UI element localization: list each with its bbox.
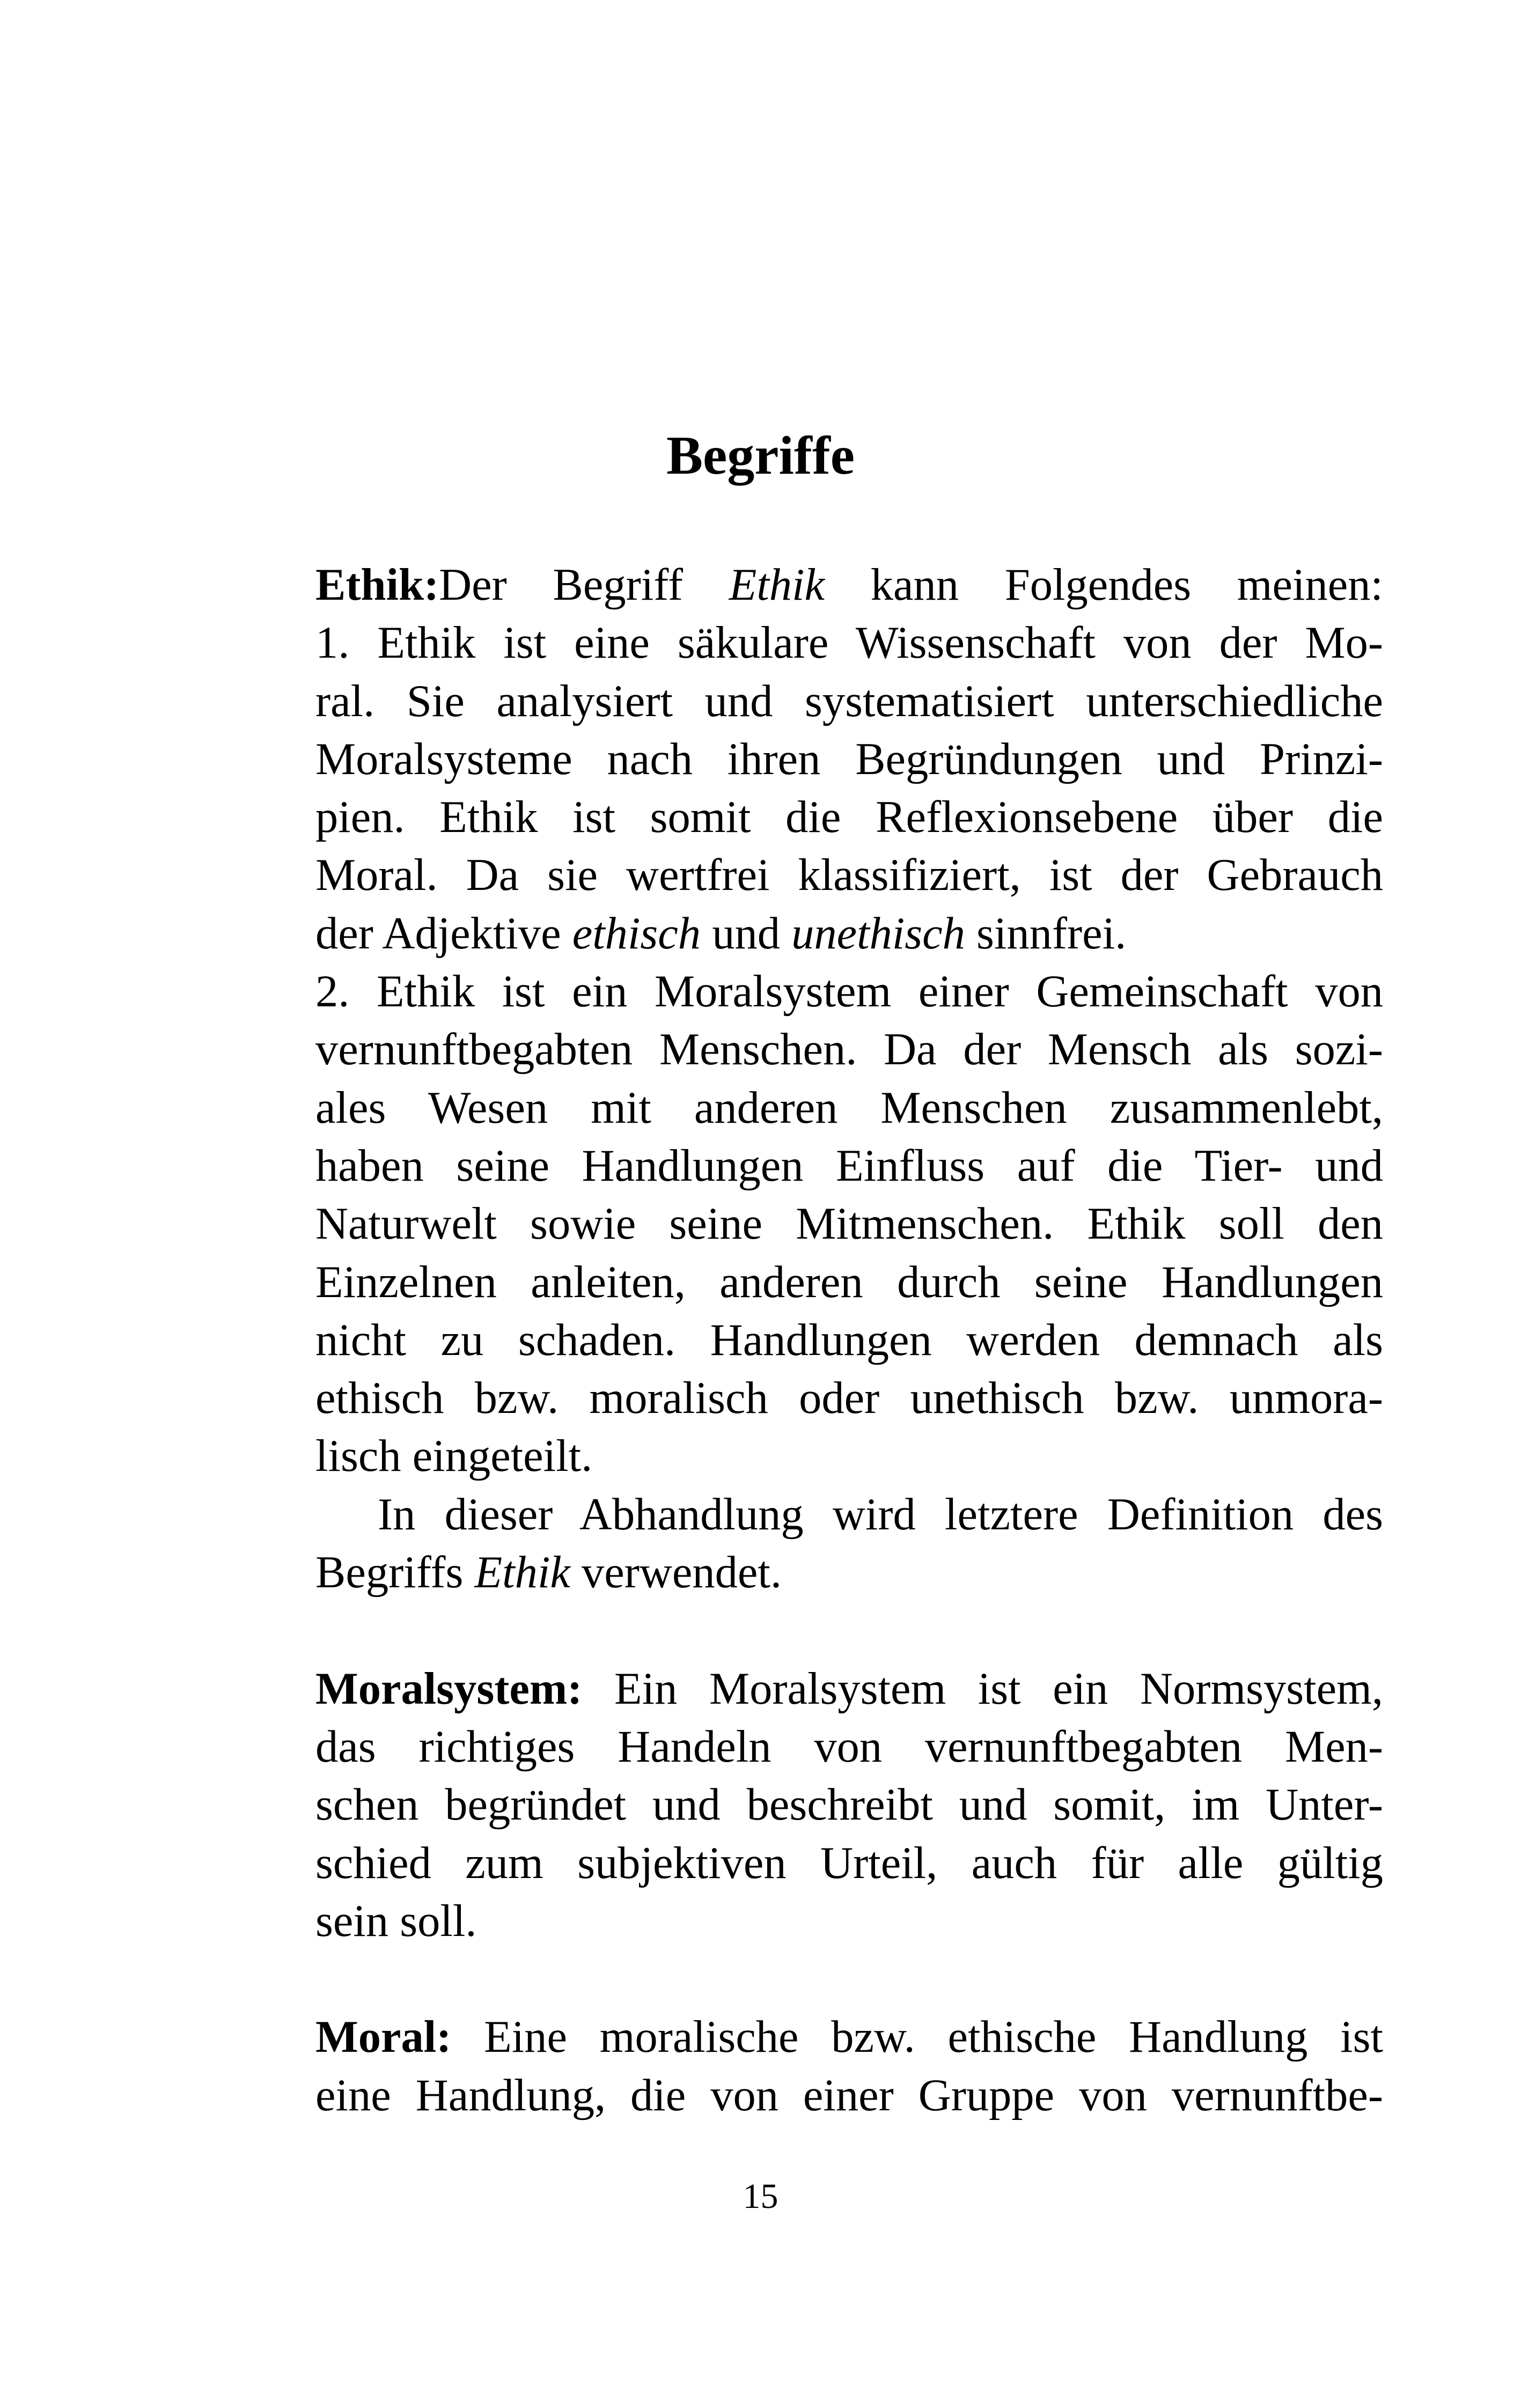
text-line: Moralsysteme nach ihren Begründungen und Prinzi- (315, 734, 1383, 784)
text-line: ethisch bzw. moralisch oder unethisch bzw. unmora- (315, 1373, 1383, 1424)
term-moralsystem: Moralsystem: (315, 1663, 583, 1714)
text-line: vernunftbegabten Menschen. Da der Mensch als sozi- (315, 1025, 1383, 1075)
moral-text: Eine moralische bzw. ethische Handlung ist (484, 2012, 1383, 2063)
text-line: nicht zu schaden. Handlungen werden demnach als (315, 1315, 1383, 1365)
text-line: pien. Ethik ist somit die Reflexionsebene über die (315, 792, 1383, 843)
text-span: Begriffs (315, 1548, 475, 1598)
italic-ethisch: ethisch (572, 908, 701, 959)
text-line: sein soll. (315, 1896, 477, 1946)
text-line: Einzelnen anleiten, anderen durch seine Handlungen (315, 1257, 1383, 1307)
text-line: das richtiges Handeln von vernunftbegabten Men- (315, 1721, 1383, 1772)
text-span: sinnfrei. (965, 908, 1127, 959)
text-line: ral. Sie analysiert und systematisiert unterschiedliche (315, 676, 1383, 726)
text-line: ales Wesen mit anderen Menschen zusammenlebt, (315, 1083, 1383, 1133)
term-moral: Moral: (315, 2012, 452, 2063)
ethik-intro-em: Ethik (729, 560, 825, 610)
ethik-intro-post: kann Folgendes meinen: (825, 560, 1383, 610)
text-line: lisch eingeteilt. (315, 1431, 593, 1482)
moral-intro-line (315, 2008, 1383, 2066)
moralsystem-text: Ein Moralsystem ist ein Normsystem, (614, 1663, 1384, 1714)
ethik-intro-line (315, 556, 1383, 614)
text-line: 2. Ethik ist ein Moralsystem einer Gemeinschaft von (315, 967, 1383, 1017)
term-ethik: Ethik: (315, 560, 439, 610)
italic-ethik: Ethik (474, 1548, 570, 1598)
page-number: 15 (743, 2177, 778, 2216)
page-body (315, 556, 1383, 2125)
text-line: eine Handlung, die von einer Gruppe von vernunftbe- (315, 2070, 1383, 2120)
text-line: 1. Ethik ist eine säkulare Wissenschaft von der Mo- (315, 618, 1383, 668)
text-span: und (701, 908, 792, 959)
ethik-intro-pre: Der Begriff (439, 560, 729, 610)
text-line: In dieser Abhandlung wird letztere Definition des (378, 1489, 1383, 1540)
text-span: verwendet. (570, 1548, 782, 1598)
text-line (315, 1544, 1383, 1602)
italic-unethisch: unethisch (791, 908, 965, 959)
paragraph-gap (315, 1950, 1383, 2008)
page-title: Begriffe (666, 425, 855, 486)
text-line: Moral. Da sie wertfrei klassifiziert, ist der Gebrauch (315, 850, 1383, 901)
moralsystem-intro-line (315, 1660, 1383, 1718)
paragraph-gap (315, 1602, 1383, 1660)
text-line: haben seine Handlungen Einfluss auf die Tier- und (315, 1140, 1383, 1191)
text-line: Naturwelt sowie seine Mitmenschen. Ethik soll den (315, 1199, 1383, 1249)
text-line: schied zum subjektiven Urteil, auch für alle gültig (315, 1838, 1383, 1888)
text-line (315, 905, 1383, 963)
text-line: schen begründet und beschreibt und somit, im Unter- (315, 1780, 1383, 1830)
text-span: der Adjektive (315, 908, 572, 959)
